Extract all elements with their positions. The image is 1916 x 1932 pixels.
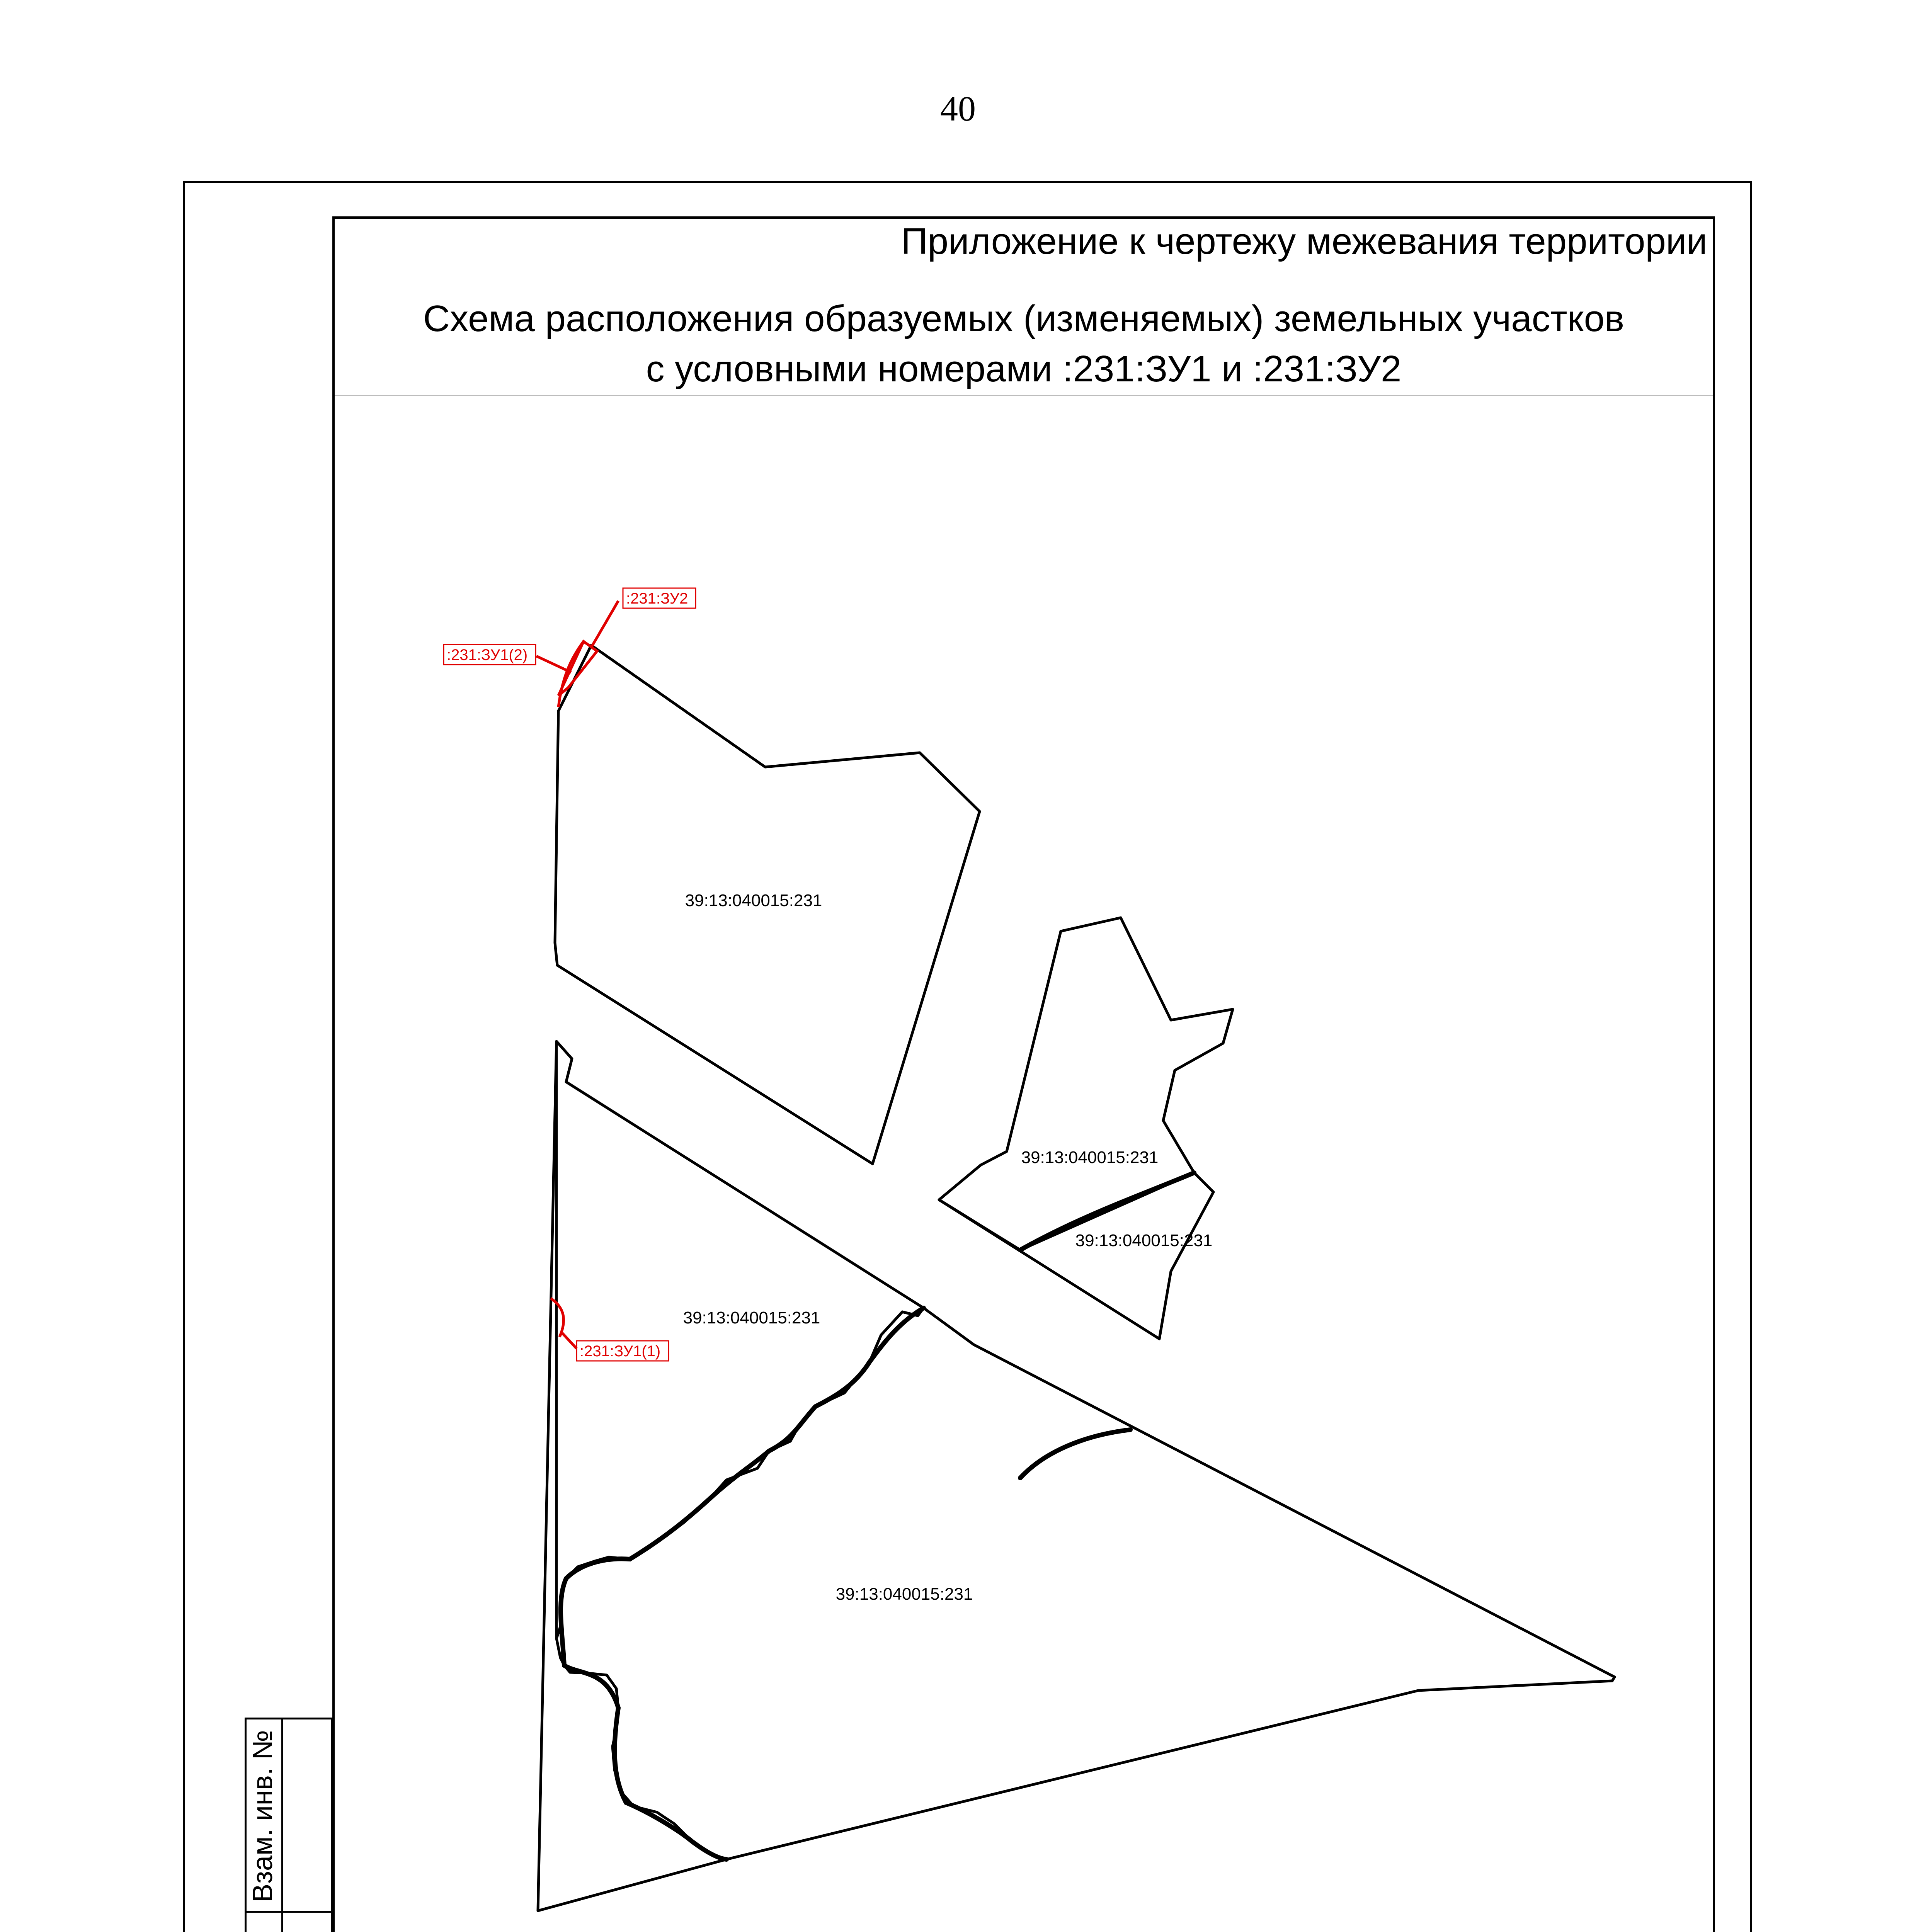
label-zu2: :231:ЗУ2 xyxy=(626,590,688,607)
exchange-inv-label: Взам. инв. № xyxy=(247,1730,278,1903)
scheme-title-line-2: с условными номерами :231:ЗУ1 и :231:ЗУ2 xyxy=(646,348,1402,389)
parcel-label: 39:13:040015:231 xyxy=(685,891,822,910)
parcel-label: 39:13:040015:231 xyxy=(683,1308,820,1327)
appendix-title: Приложение к чертежу межевания территории xyxy=(901,221,1707,262)
parcel-label: 39:13:040015:231 xyxy=(1021,1148,1159,1167)
parcel-label: 39:13:040015:231 xyxy=(835,1585,973,1604)
label-zu1-part2: :231:ЗУ1(2) xyxy=(447,646,528,663)
parcel-label: 39:13:040015:231 xyxy=(1075,1231,1213,1250)
label-zu1-part1: :231:ЗУ1(1) xyxy=(580,1343,661,1360)
page-number: 40 xyxy=(940,89,976,128)
scheme-title-line-1: Схема расположения образуемых (изменяемых) земельных участков xyxy=(423,298,1625,339)
